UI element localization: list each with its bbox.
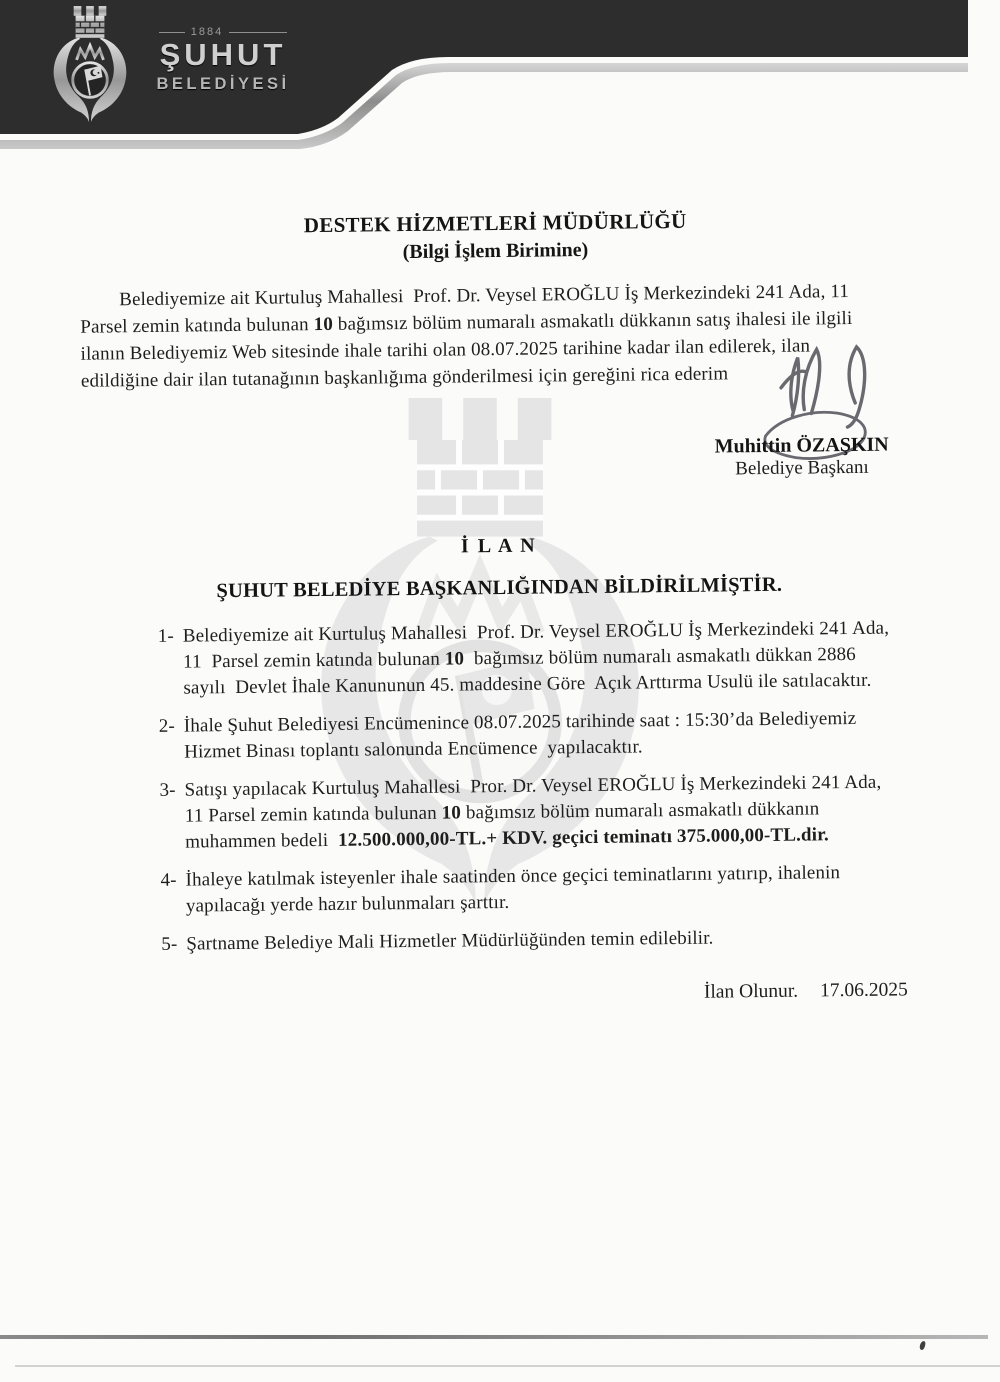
department-title: DESTEK HİZMETLERİ MÜDÜRLÜĞÜ xyxy=(303,208,687,238)
item-seg-bold: 12.500.000,00-TL.+ KDV. geçici teminatı 375.000,00-TL.dir. xyxy=(337,824,830,851)
item-seg-bold: 10 xyxy=(441,802,462,824)
intro-seg-1: 10 xyxy=(313,313,334,336)
footer-rule xyxy=(0,1335,988,1339)
intro-seg-2: bağımsız bölüm numaralı asmakatlı dükkanın satış ihalesi ile ilgili ilanın Belediyemiz Web sitesinde ihale tarihi olan 08.07.2025 tarihine kadar ilan edilerek, ilan edildiğine dair ilan tutanağının başkanlığıma gönderilmesi için gereğini rica ederim xyxy=(80,307,853,392)
intro-seg-0: Belediyemize ait Kurtuluş Mahallesi Prof. Dr. Veysel EROĞLU İş Merkezindeki 241 Ada, 11 Parsel zemin katında bulunan xyxy=(79,281,850,338)
announcement-subheading: ŞUHUT BELEDİYE BAŞKANLIĞINDAN BİLDİRİLMİŞTİR. xyxy=(216,573,783,603)
list-item xyxy=(160,859,921,920)
closing-date: 17.06.2025 xyxy=(820,979,908,1002)
item-text xyxy=(186,923,921,957)
item-number: 1- xyxy=(157,625,175,647)
item-number: 3- xyxy=(159,779,176,801)
list-item xyxy=(158,615,919,702)
closing-phrase: İlan Olunur. xyxy=(703,980,799,1003)
item-text xyxy=(184,705,920,765)
item-seg: Satışı yapılacak Kurtuluş Mahallesi Pror. Dr. Veysel EROĞLU İş Merkezindeki 241 Ada, 11 Parsel zemin katında bulunan xyxy=(184,771,882,827)
announcement-list xyxy=(158,615,922,970)
item-number: 5- xyxy=(161,933,178,955)
item-seg-bold: 10 xyxy=(444,648,465,670)
item-number: 4- xyxy=(160,869,177,891)
item-text xyxy=(185,859,921,919)
closing-row xyxy=(704,979,908,1003)
item-seg: Şartname Belediye Mali Hizmetler Müdürlüğünden temin edilebilir. xyxy=(186,927,714,955)
department-subtitle: (Bilgi İşlem Birimine) xyxy=(402,238,589,264)
item-text xyxy=(183,615,919,701)
founding-year: 1884 xyxy=(190,26,224,38)
item-seg: bağımsız bölüm numaralı asmakatlı dükkan 2886 sayılı Devlet İhale Kanununun 45. maddesine Göre Açık Arttırma Usulü ile satılacaktır. xyxy=(183,643,872,699)
signer-title: Belediye Başkanı xyxy=(735,456,869,480)
item-seg: İhale Şuhut Belediyesi Encümenince 08.07.2025 tarihinde saat : 15:30’da Belediyemiz Hizmet Binası toplantı salonunda Encümence yapılacaktır. xyxy=(183,707,857,763)
list-item xyxy=(159,705,920,766)
item-number: 2- xyxy=(158,715,176,737)
municipality-name: ŞUHUT xyxy=(159,37,287,72)
municipality-subtitle: BELEDİYESİ xyxy=(156,75,290,93)
item-seg: bağımsız bölüm numaralı asmakatlı dükkanın muhammen bedeli xyxy=(185,798,820,853)
list-item xyxy=(161,923,921,958)
item-seg: İhaleye katılmak isteyenler ihale saatinden önce geçici teminatlarını yatırıp, ihalenin yapılacağı yerde hazır bulunmaları şarttır. xyxy=(185,862,841,917)
item-text xyxy=(184,769,920,855)
signature-block xyxy=(686,433,918,481)
footer-rule-light xyxy=(15,1365,1000,1367)
list-item xyxy=(159,769,920,856)
item-seg: Belediyemize ait Kurtuluş Mahallesi Prof. Dr. Veysel EROĞLU İş Merkezindeki 241 Ada, 11 Parsel zemin katında bulunan xyxy=(182,617,890,673)
signer-name: Muhittin ÖZAŞKIN xyxy=(714,433,889,458)
announcement-heading: İ L A N xyxy=(460,534,537,558)
